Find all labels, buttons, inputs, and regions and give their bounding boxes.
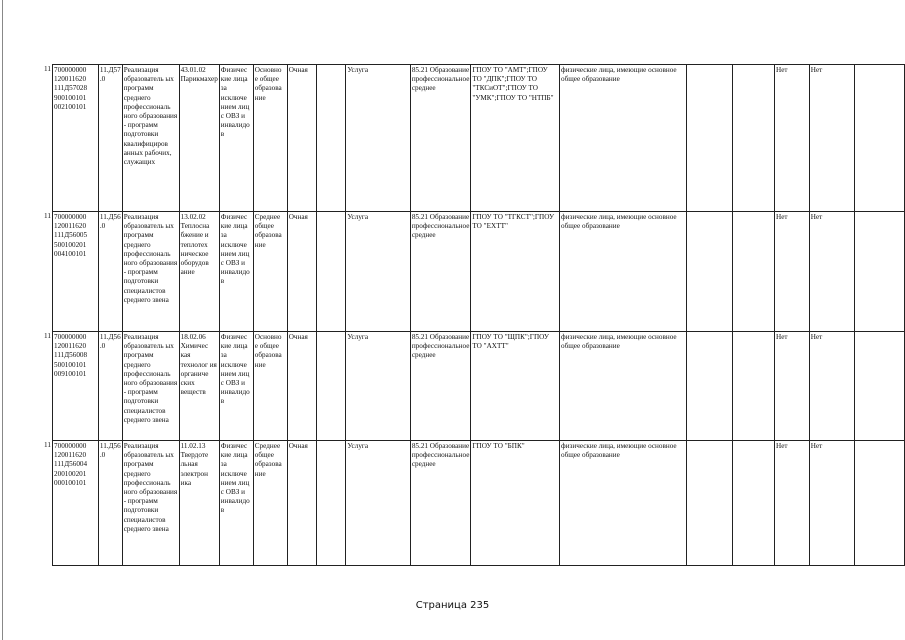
subcode-cell: 11.Д56 .0 bbox=[98, 441, 122, 566]
empty-cell bbox=[316, 441, 346, 566]
consumers-cell: физические лица, имеющие основное общее образование bbox=[560, 332, 687, 441]
education-basis-cell: Основно е общее образова ние bbox=[253, 332, 287, 441]
specialty-cell: 43.01.02 Парикмахер bbox=[179, 65, 219, 212]
page-number-footer: Страница 235 bbox=[415, 600, 490, 611]
service-name-cell: Реализация образователь ых программ среднего профессиональ ного образования - программ подготовки специалистов среднего звена bbox=[122, 441, 179, 566]
type-cell: Услуга bbox=[346, 212, 411, 332]
row-index: 11 bbox=[44, 65, 51, 73]
code-cell: 700000000 120011620 111Д57028 900100101 002100101 bbox=[53, 65, 99, 212]
table-row bbox=[53, 65, 905, 212]
education-basis-cell: Среднее общее образова ние bbox=[253, 441, 287, 566]
okved-cell: 85.21 Образование профессиональное среднее bbox=[410, 441, 471, 566]
flag-cell: Нет bbox=[775, 212, 810, 332]
subcode-cell: 11.Д56 .0 bbox=[98, 212, 122, 332]
study-form-cell: Очная bbox=[287, 332, 316, 441]
consumers-cell: физические лица, имеющие основное общее образование bbox=[560, 212, 687, 332]
education-basis-cell: Среднее общее образова ние bbox=[253, 212, 287, 332]
row-index: 11 bbox=[44, 441, 51, 449]
specialty-cell: 18.02.06 Химичес кая технолог ия органиче ских веществ bbox=[179, 332, 219, 441]
subcode-cell: 11.Д57 .0 bbox=[98, 65, 122, 212]
consumers-cell: физические лица, имеющие основное общее образование bbox=[560, 441, 687, 566]
empty-cell bbox=[316, 65, 346, 212]
institutions-cell: ГПОУ ТО "ТГКСТ";ГПОУ ТО "ЕХТТ" bbox=[471, 212, 560, 332]
code-cell: 700000000 120011620 111Д56008 500100101 009100101 bbox=[53, 332, 99, 441]
empty-cell bbox=[855, 332, 905, 441]
study-form-cell: Очная bbox=[287, 212, 316, 332]
empty-cell bbox=[687, 212, 733, 332]
service-name-cell: Реализация образователь ых программ среднего профессиональ ного образования - программ подготовки специалистов среднего звена bbox=[122, 212, 179, 332]
recipients-cell: Физичес кие лица за исключе нием лиц с ОВЗ и инвалидо в bbox=[219, 441, 253, 566]
type-cell: Услуга bbox=[346, 65, 411, 212]
okved-cell: 85.21 Образование профессиональное среднее bbox=[410, 65, 471, 212]
specialty-cell: 11.02.13 Твердоте льная электрон ика bbox=[179, 441, 219, 566]
okved-cell: 85.21 Образование профессиональное среднее bbox=[410, 332, 471, 441]
recipients-cell: Физичес кие лица за исключе нием лиц с ОВЗ и инвалидо в bbox=[219, 332, 253, 441]
institutions-cell: ГПОУ ТО "ЩПК";ГПОУ ТО "АХТТ" bbox=[471, 332, 560, 441]
empty-cell bbox=[732, 441, 775, 566]
code-cell: 700000000 120011620 111Д56004 200100201 000100101 bbox=[53, 441, 99, 566]
code-cell: 700000000 120011620 111Д56005 500100201 004100101 bbox=[53, 212, 99, 332]
empty-cell bbox=[687, 332, 733, 441]
service-name-cell: Реализация образователь ых программ среднего профессиональ ного образования - программ подготовки квалифициров анных рабочих, служащих bbox=[122, 65, 179, 212]
study-form-cell: Очная bbox=[287, 441, 316, 566]
empty-cell bbox=[316, 332, 346, 441]
study-form-cell: Очная bbox=[287, 65, 316, 212]
flag-cell: Нет bbox=[809, 212, 855, 332]
empty-cell bbox=[732, 65, 775, 212]
recipients-cell: Физичес кие лица за исключе нием лиц с ОВЗ и инвалидо в bbox=[219, 65, 253, 212]
empty-cell bbox=[687, 441, 733, 566]
flag-cell: Нет bbox=[775, 65, 810, 212]
empty-cell bbox=[855, 441, 905, 566]
flag-cell: Нет bbox=[809, 441, 855, 566]
table-row bbox=[53, 441, 905, 566]
flag-cell: Нет bbox=[809, 65, 855, 212]
registry-table bbox=[52, 64, 905, 566]
empty-cell bbox=[732, 332, 775, 441]
flag-cell: Нет bbox=[775, 441, 810, 566]
empty-cell bbox=[687, 65, 733, 212]
table-row bbox=[53, 332, 905, 441]
flag-cell: Нет bbox=[809, 332, 855, 441]
type-cell: Услуга bbox=[346, 332, 411, 441]
row-index: 11 bbox=[44, 212, 51, 220]
empty-cell bbox=[855, 65, 905, 212]
type-cell: Услуга bbox=[346, 441, 411, 566]
table-row bbox=[53, 212, 905, 332]
empty-cell bbox=[855, 212, 905, 332]
service-name-cell: Реализация образователь ых программ среднего профессиональ ного образования - программ подготовки специалистов среднего звена bbox=[122, 332, 179, 441]
empty-cell bbox=[732, 212, 775, 332]
institutions-cell: ГПОУ ТО "АМТ";ГПОУ ТО "ДПК";ГПОУ ТО "ТКСиОТ";ГПОУ ТО "УМК";ГПОУ ТО "НТПБ" bbox=[471, 65, 560, 212]
recipients-cell: Физичес кие лица за исключе нием лиц с ОВЗ и инвалидо в bbox=[219, 212, 253, 332]
institutions-cell: ГПОУ ТО "БПК" bbox=[471, 441, 560, 566]
empty-cell bbox=[316, 212, 346, 332]
flag-cell: Нет bbox=[775, 332, 810, 441]
left-margin-rule bbox=[2, 0, 3, 640]
row-index: 11 bbox=[44, 332, 51, 340]
consumers-cell: физические лица, имеющие основное общее образование bbox=[560, 65, 687, 212]
okved-cell: 85.21 Образование профессиональное среднее bbox=[410, 212, 471, 332]
education-basis-cell: Основно е общее образова ние bbox=[253, 65, 287, 212]
specialty-cell: 13.02.02 Теплосна бжение и теплотех ническое оборудов ание bbox=[179, 212, 219, 332]
subcode-cell: 11.Д56 .0 bbox=[98, 332, 122, 441]
